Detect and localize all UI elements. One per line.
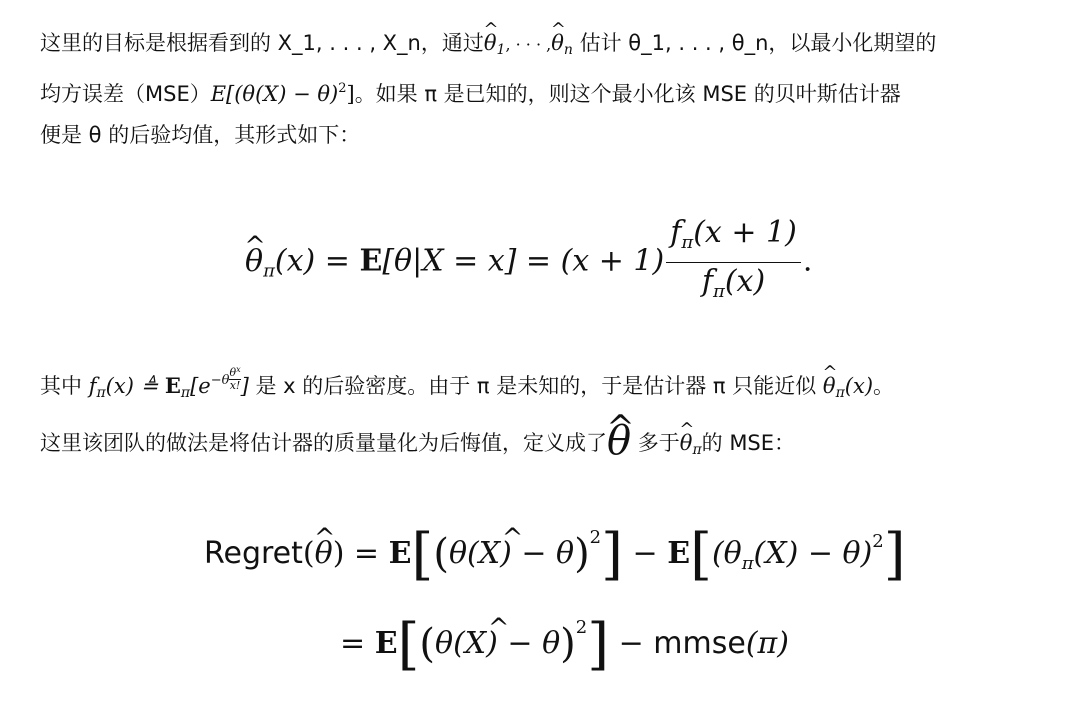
fraction-denominator: x! <box>229 379 241 392</box>
math-term <box>435 626 560 661</box>
math-theta-expression: ^ θ(X) − θ <box>449 536 574 571</box>
math-big-theta-hat: ^ θ <box>607 426 631 456</box>
math-arg: (x + 1) <box>693 215 797 250</box>
math-period: . <box>802 243 813 279</box>
math-theta-expression: ^ θ(X) − θ <box>435 626 560 661</box>
paragraph-2-line-2 <box>40 418 796 465</box>
equation-regret-line-2 <box>340 612 789 677</box>
math-subscript: π <box>263 260 275 282</box>
math-theta-hat: ^ θ <box>315 536 333 571</box>
math-mse-expression: E[(θ(X) − θ) <box>210 82 339 106</box>
equation-posterior-mean <box>245 214 812 311</box>
paragraph-1-line-3 <box>40 120 360 150</box>
math-theta-hat: ^ θ <box>551 28 564 58</box>
math-equals: ) = <box>332 536 389 571</box>
math-expectation: E <box>667 536 691 571</box>
math-bracket: ] <box>240 374 249 398</box>
math-subscript: n <box>563 42 573 58</box>
math-expectation: E <box>388 536 412 571</box>
math-equals: = <box>340 626 375 661</box>
math-subscript: π <box>741 553 754 574</box>
fraction-denominator <box>666 263 801 311</box>
math-theta-hat: ^ θ <box>245 244 263 279</box>
text-segment: 均方误差（MSE） <box>40 82 211 106</box>
math-superscript: 2 <box>872 531 884 552</box>
math-paren: ( <box>302 536 315 571</box>
math-bracket: ] <box>346 82 355 106</box>
math-term <box>449 536 574 571</box>
math-arg: (x) <box>724 264 766 299</box>
text-segment: 多于 <box>637 431 680 455</box>
math-superscript: 2 <box>338 81 347 96</box>
big-bracket-open: [ <box>690 522 712 587</box>
paragraph-2-line-1 <box>40 364 894 408</box>
paragraph-1-line-2 <box>40 74 901 109</box>
math-subscript: π <box>681 232 694 253</box>
math-theta-hat: ^ θ <box>680 428 693 458</box>
math-mmse-label: mmse <box>653 626 746 661</box>
big-bracket-close: ] <box>601 522 623 587</box>
math-conditional: [θ|X = x] = (x + 1) <box>382 243 665 279</box>
math-fraction <box>666 214 801 311</box>
math-superscript: x <box>236 365 241 374</box>
math-theta: θ <box>229 366 237 379</box>
math-theta-hat: ^ θ <box>823 371 836 401</box>
math-f: f <box>701 264 713 299</box>
big-bracket-close: ] <box>883 522 906 587</box>
math-arg: (x) ≜ <box>105 374 165 398</box>
big-bracket-open: [ <box>397 612 420 677</box>
text-segment: 其中 <box>40 374 82 398</box>
paragraph-1-line-1 <box>40 28 936 65</box>
math-regret-label: Regret <box>204 536 303 571</box>
big-bracket-open: [ <box>411 522 434 587</box>
math-expectation: E <box>359 243 383 279</box>
math-superscript: 2 <box>589 527 602 548</box>
math-subscript: π <box>692 442 702 458</box>
math-subscript: π <box>835 385 845 401</box>
math-dots: , · · · , <box>505 35 552 54</box>
math-term: (X) − θ) <box>753 536 873 571</box>
math-exp-base: [e <box>190 374 211 398</box>
math-subscript: π <box>712 281 725 302</box>
text-segment: 的 MSE： <box>701 431 796 455</box>
math-small-fraction <box>229 364 240 392</box>
text-segment: 便是 θ 的后验均值，其形式如下： <box>40 123 361 147</box>
math-superscript: −θ <box>210 373 230 388</box>
math-term: (θ <box>711 536 742 571</box>
math-superscript: 2 <box>575 617 588 638</box>
text-segment: 。如果 π 是已知的，则这个最小化该 MSE 的贝叶斯估计器 <box>354 82 901 106</box>
big-paren-open: ( <box>433 531 449 577</box>
math-subscript: π <box>180 385 191 401</box>
math-theta-hat: ^ θ <box>484 28 497 58</box>
math-expectation: E <box>374 626 398 661</box>
big-paren-open: ( <box>419 621 436 667</box>
fraction-numerator <box>229 364 240 380</box>
math-f: f <box>88 374 97 398</box>
text-segment: 这里的目标是根据看到的 X_1, . . . , X_n，通过 <box>40 31 484 55</box>
text-segment: 这里该团队的做法是将估计器的质量量化为后悔值，定义成了 <box>40 431 607 455</box>
text-segment: 是 x 的后验密度。由于 π 是未知的，于是估计器 π 只能近似 <box>255 374 817 398</box>
math-arg: (π) <box>745 626 789 661</box>
math-subscript: 1 <box>496 42 506 58</box>
math-minus: − <box>609 626 654 661</box>
big-paren-close: ) <box>560 621 576 667</box>
math-subscript: π <box>96 385 106 401</box>
big-paren-close: ) <box>574 531 590 577</box>
math-f: f <box>670 215 682 250</box>
math-minus: − <box>622 536 668 571</box>
fraction-numerator <box>666 214 801 263</box>
math-arg: (x) = <box>274 243 360 279</box>
text-segment: 估计 θ_1, . . . , θ_n，以最小化期望的 <box>579 31 937 55</box>
text-segment: 。 <box>873 374 895 398</box>
equation-regret-line-1 <box>204 522 906 587</box>
big-bracket-close: ] <box>587 612 610 677</box>
math-expectation: E <box>164 373 181 398</box>
math-arg: (x) <box>844 374 874 398</box>
